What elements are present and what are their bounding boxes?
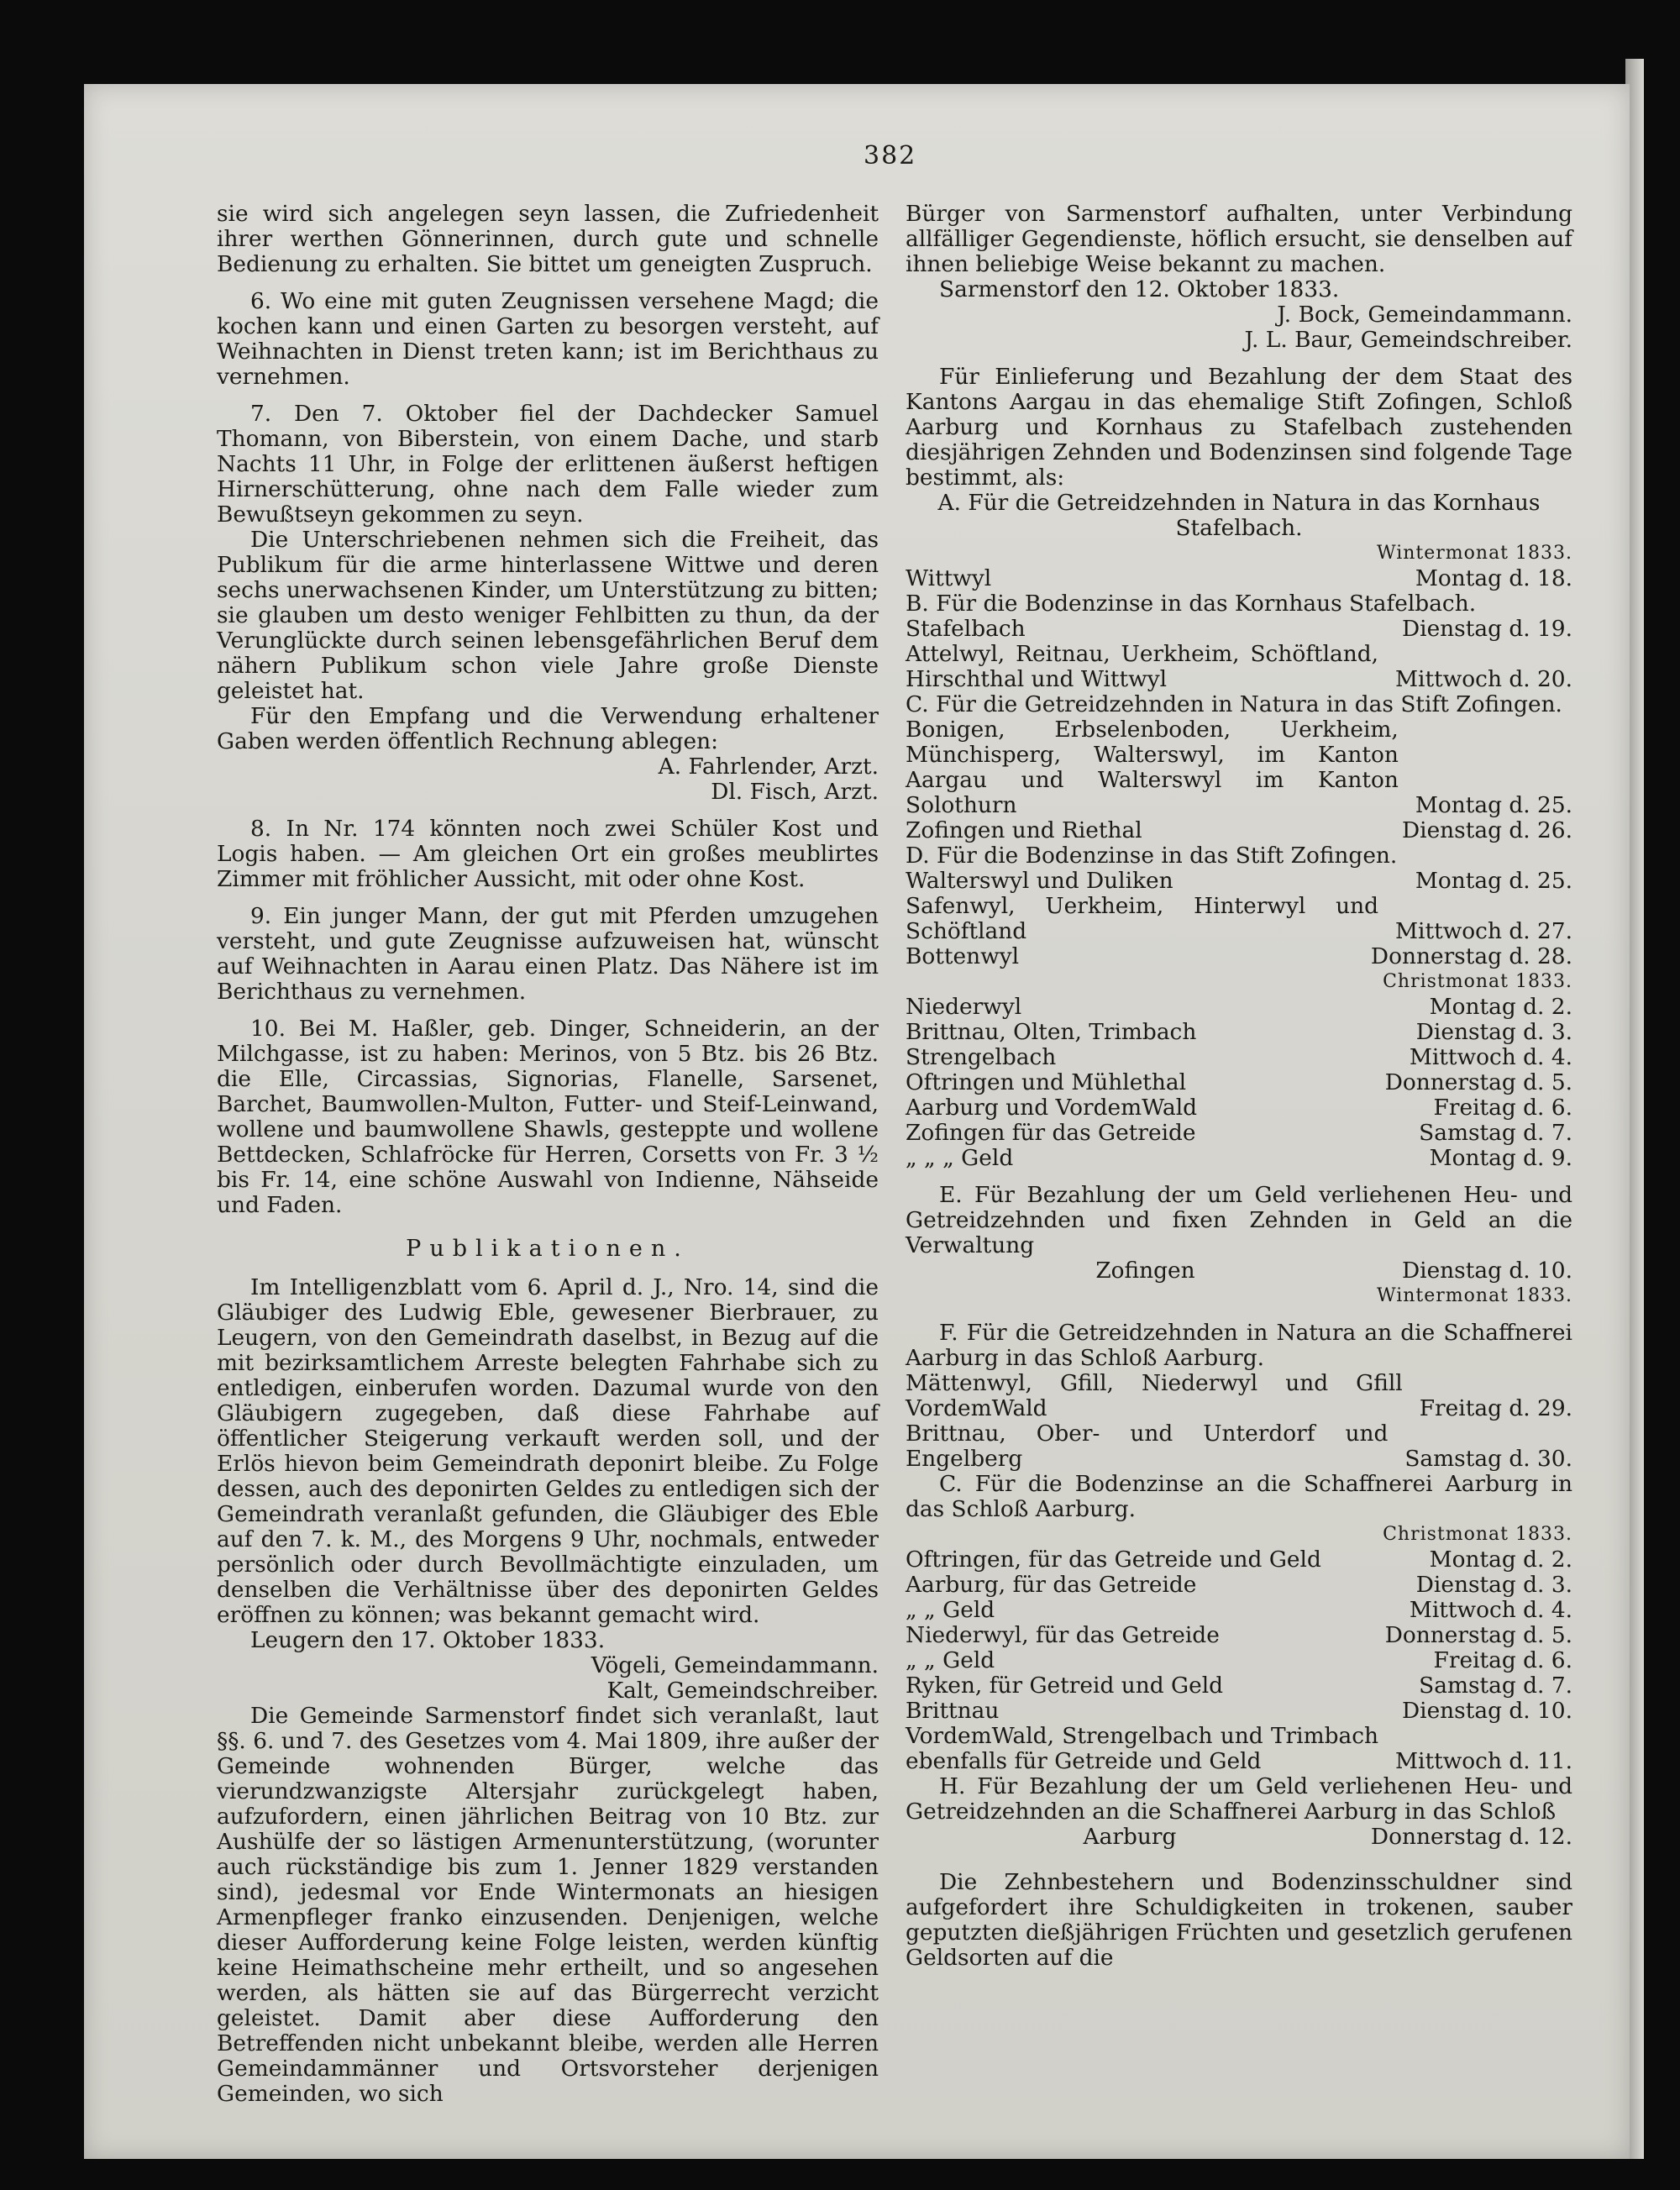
schedule-day: Dienstag d. 3. — [1415, 1019, 1572, 1045]
notice-10: 10. Bei M. Haßler, geb. Dinger, Schneiderin, an der Milchgasse, ist zu haben: Merinos, von 5 Btz. bis 26 Btz. die Elle, Circassias, Signorias, Flanelle, Sarsenet, Barchet, Baumwollen-Multon, Futter- und Steif-Leinwand, wollene und baumwollene Shawls, gesteppte und wollene Bettdecken, Schlafröcke für Herren, Corsetts von Fr. 3 ½ bis Fr. 14, eine schöne Auswahl von Indienne, Nähseide und Faden. — [217, 1016, 879, 1218]
schedule-place: „ „ Geld — [906, 1647, 995, 1673]
schedule-place: Strengelbach — [906, 1044, 1057, 1070]
schedule-row — [906, 566, 1572, 591]
schedule-place: Aarburg, für das Getreide — [906, 1572, 1197, 1598]
schedule-place: Stafelbach — [906, 616, 1026, 642]
schedule-row — [906, 1421, 1572, 1472]
publication-sarmenstorf-continued: Bürger von Sarmenstorf aufhalten, unter Verbindung allfälliger Gegendienste, höflich ersucht, sie denselben auf ihnen beliebige Weise bekannt zu machen. — [906, 201, 1572, 277]
schedule-place: Oftringen, für das Getreide und Geld — [906, 1547, 1321, 1573]
schedule-place: Aarburg und VordemWald — [906, 1095, 1198, 1121]
schedule-day: Mittwoch d. 27. — [1395, 918, 1572, 944]
schedule-place: Brittnau, Olten, Trimbach — [906, 1019, 1197, 1045]
schedule-day: Donnerstag d. 12. — [1370, 1824, 1572, 1850]
notice-7-accounting: Für den Empfang und die Verwendung erhaltener Gaben werden öffentlich Rechnung ablegen: — [217, 703, 879, 754]
schedule-row — [906, 1573, 1572, 1598]
schedule-day: Freitag d. 29. — [1419, 1395, 1572, 1421]
paragraph-continuation: sie wird sich angelegen seyn lassen, die Zufriedenheit ihrer werthen Gönnerinnen, durch gute und schnelle Bedienung zu erhalten. Sie bittet um geneigten Zuspruch. — [217, 201, 879, 277]
schedule-place: Ryken, für Getreid und Geld — [906, 1673, 1224, 1699]
schedule-day: Montag d. 25. — [1415, 868, 1572, 894]
schedule-place: „ „ „ Geld — [906, 1145, 1014, 1171]
signature-fisch: Dl. Fisch, Arzt. — [711, 779, 879, 805]
schedule-row — [906, 1371, 1572, 1421]
schedule-row — [906, 1121, 1572, 1146]
schedule-place: Zofingen für das Getreide — [906, 1120, 1196, 1146]
notice-9: 9. Ein junger Mann, der gut mit Pferden umzugehen versteht, und gute Zeugnisse aufzuweisen hat, wünscht auf Weihnachten in Aarau einen Platz. Das Nähere ist im Berichthaus zu vernehmen. — [217, 903, 879, 1005]
closing-paragraph: Die Zehnbestehern und Bodenzinsschuldner sind aufgefordert ihre Schuldigkeiten in trokenen, sauber geputzten dießjährigen Früchten und gesetzlich gerufenen Geldsorten auf die — [906, 1869, 1572, 1971]
schedule-day: Samstag d. 7. — [1419, 1673, 1572, 1699]
month-label: Wintermonat 1833. — [1376, 1285, 1572, 1306]
schedule-day: Montag d. 25. — [1415, 792, 1572, 818]
section-b-heading: B. Für die Bodenzinse in das Kornhaus Stafelbach. — [906, 591, 1477, 617]
schedule-row — [906, 869, 1572, 894]
schedule-row — [906, 995, 1572, 1020]
schedule-row — [906, 1598, 1572, 1623]
right-column — [906, 202, 1572, 1971]
schedule-place: Oftringen und Mühlethal — [906, 1069, 1187, 1095]
publication-eble: Im Intelligenzblatt vom 6. April d. J., Nro. 14, sind die Gläubiger des Ludwig Eble, gewesener Bierbrauer, zu Leugern, von den Gemeindrath daselbst, in Bezug auf die mit bezirksamtlichem Arreste belegten Fahrhabe sich zu entledigen, einberufen worden. Dazumal wurde von den Gläubigern zugegeben, daß diese Fahrhabe auf öffentlicher Steigerung verkauft werden soll, und der Erlös hievon beim Gemeindrath deponirt bleibe. Zu Folge dessen, auch des deponirten Geldes zu entledigen sich der Gemeindrath veranlaßt gefunden, die Gläubiger des Eble auf den 7. k. M., des Morgens 9 Uhr, nochmals, entweder persönlich oder durch Bevollmächtigte einzuladen, um denselben die Verhältnisse über des deponirten Geldes eröffnen zu können; was bekannt gemacht wird. — [217, 1274, 879, 1628]
schedule-day: Dienstag d. 10. — [1401, 1698, 1572, 1724]
schedule-place: Niederwyl, für das Getreide — [906, 1622, 1220, 1648]
notice-7: 7. Den 7. Oktober fiel der Dachdecker Samuel Thomann, von Biberstein, von einem Dache, und starb Nachts 11 Uhr, in Folge der erlittenen äußerst heftigen Hirnerschütterung, ohne nach dem Falle wieder zum Bewußtseyn gekommen zu seyn. — [217, 401, 879, 528]
sarmenstorf-date: Sarmenstorf den 12. Oktober 1833. — [939, 276, 1340, 302]
schedule-day: Montag d. 18. — [1415, 565, 1572, 591]
schedule-day: Montag d. 2. — [1429, 994, 1572, 1020]
schedule-day: Donnerstag d. 28. — [1370, 943, 1572, 969]
schedule-place: Attelwyl, Reitnau, Uerkheim, Schöftland, Hirschthal und Wittwyl — [906, 641, 1379, 692]
section-e-heading: E. Für Bezahlung der um Geld verliehenen Heu- und Getreidzehnden und fixen Zehnden in Geld an die Verwaltung — [906, 1182, 1572, 1258]
schedule-place: Bonigen, Erbselenboden, Uerkheim, Münchisperg, Walterswyl, im Kanton Aargau und Walterswyl im Kanton Solothurn — [906, 717, 1399, 818]
publication-eble-date: Leugern den 17. Oktober 1833. — [250, 1627, 606, 1653]
schedule-day: Freitag d. 6. — [1433, 1647, 1572, 1673]
schedule-row — [906, 944, 1572, 969]
month-label: Wintermonat 1833. — [1376, 543, 1572, 564]
left-column — [217, 202, 879, 2107]
schedule-place: Brittnau, Ober- und Unterdorf und Engelberg — [906, 1421, 1389, 1472]
schedule-place: Zofingen — [1095, 1258, 1195, 1284]
schedule-place: „ „ Geld — [906, 1597, 995, 1623]
schedule-row — [906, 1095, 1572, 1121]
section-d-heading: D. Für die Bodenzinse in das Stift Zofingen. — [906, 843, 1398, 869]
section-a-heading: A. Für die Getreidzehnden in Natura in das Kornhaus Stafelbach. — [937, 490, 1541, 541]
schedule-day: Donnerstag d. 5. — [1384, 1622, 1572, 1648]
schedule-day: Freitag d. 6. — [1433, 1095, 1572, 1121]
notice-8: 8. In Nr. 174 könnten noch zwei Schüler Kost und Logis haben. — Am gleichen Ort ein großes meublirtes Zimmer mit fröhlicher Aussicht, mit oder ohne Kost. — [217, 816, 879, 892]
schedule-row — [906, 1258, 1572, 1284]
schedule-place: Mättenwyl, Gfill, Niederwyl und Gfill VordemWald — [906, 1370, 1403, 1421]
schedule-row — [906, 818, 1572, 843]
schedule-row — [906, 1547, 1572, 1573]
section-f-heading: F. Für die Getreidzehnden in Natura an die Schaffnerei Aarburg in das Schloß Aarburg. — [906, 1320, 1572, 1371]
schedule-day: Mittwoch d. 20. — [1395, 666, 1572, 692]
schedule-row — [906, 1724, 1572, 1774]
schedule-day: Montag d. 2. — [1429, 1547, 1572, 1573]
schedule-place: Zofingen und Riethal — [906, 817, 1142, 843]
schedule-row — [906, 1020, 1572, 1045]
schedule-row — [906, 1045, 1572, 1070]
signature-voegeli: Vögeli, Gemeindammann. — [591, 1652, 879, 1678]
signature-kalt: Kalt, Gemeindschreiber. — [606, 1678, 879, 1704]
schedule-day: Samstag d. 30. — [1404, 1446, 1572, 1472]
signature-baur: J. L. Baur, Gemeindschreiber. — [1244, 327, 1572, 353]
notice-7-appeal: Die Unterschriebenen nehmen sich die Freiheit, das Publikum für die arme hinterlassene Wittwe und deren sechs unerwachsenen Kinder, um Unterstützung zu bitten; sie glauben um desto weniger Fehlbitten zu thun, da der Verunglückte durch seinen lebensgefährlichen Beruf dem nähern Publikum schon viele Jahre große Dienste geleistet hat. — [217, 527, 879, 704]
schedule-place: VordemWald, Strengelbach und Trimbach ebenfalls für Getreide und Geld — [906, 1723, 1379, 1774]
schedule-day: Mittwoch d. 11. — [1395, 1748, 1572, 1774]
schedule-row — [906, 894, 1572, 944]
section-c-heading: C. Für die Getreidzehnden in Natura in das Stift Zofingen. — [906, 691, 1562, 717]
signature-bock: J. Bock, Gemeindammann. — [1277, 302, 1572, 328]
schedule-place: Aarburg — [1083, 1824, 1177, 1850]
schedule-row — [906, 1648, 1572, 1673]
schedule-day: Mittwoch d. 4. — [1409, 1044, 1572, 1070]
schedule-day: Dienstag d. 3. — [1415, 1572, 1572, 1598]
page-number: 382 — [864, 141, 917, 171]
schedule-row — [906, 1673, 1572, 1699]
section-heading-publikationen: Publikationen. — [406, 1236, 690, 1262]
section-h-heading: H. Für Bezahlung der um Geld verliehenen Heu- und Getreidzehnden an die Schaffnerei Aarburg in das Schloß — [906, 1773, 1572, 1825]
schedule-place: Wittwyl — [906, 565, 992, 591]
tithe-intro: Für Einlieferung und Bezahlung der dem Staat des Kantons Aargau in das ehemalige Stift Zofingen, Schloß Aarburg und Kornhaus zu Stafelbach zustehenden diesjährigen Zehnden und Bodenzinsen sind folgende Tage bestimmt, als: — [906, 364, 1572, 491]
notice-6: 6. Wo eine mit guten Zeugnissen versehene Magd; die kochen kann und einen Garten zu besorgen versteht, auf Weihnachten in Dienst treten kann; ist im Berichthaus zu vernehmen. — [217, 288, 879, 390]
schedule-row — [906, 1146, 1572, 1171]
schedule-place: Bottenwyl — [906, 943, 1020, 969]
signature-fahrlender: A. Fahrlender, Arzt. — [658, 754, 879, 780]
month-label: Christmonat 1833. — [1383, 1524, 1572, 1545]
schedule-row — [906, 642, 1572, 692]
schedule-day: Dienstag d. 10. — [1401, 1258, 1572, 1284]
schedule-row — [906, 1699, 1572, 1724]
schedule-day: Donnerstag d. 5. — [1384, 1069, 1572, 1095]
schedule-row — [906, 717, 1572, 818]
schedule-place: Walterswyl und Duliken — [906, 868, 1173, 894]
schedule-place: Niederwyl — [906, 994, 1022, 1020]
schedule-row — [906, 617, 1572, 642]
schedule-day: Montag d. 9. — [1429, 1145, 1572, 1171]
section-g-heading: C. Für die Bodenzinse an die Schaffnerei Aarburg in das Schloß Aarburg. — [906, 1471, 1572, 1522]
schedule-row — [906, 1623, 1572, 1648]
schedule-day: Samstag d. 7. — [1419, 1120, 1572, 1146]
schedule-row — [906, 1825, 1572, 1850]
publication-sarmenstorf: Die Gemeinde Sarmenstorf findet sich veranlaßt, laut §§. 6. und 7. des Gesetzes vom 4. Mai 1809, ihre außer der Gemeinde wohnenden Bürger, welche das vierundzwanzigste Altersjahr zurückgelegt haben, aufzufordern, einen jährlichen Beitrag von 10 Btz. zur Aushülfe der so lästigen Armenunterstützung, (worunter auch rückständige bis zum 1. Jenner 1829 verstanden sind), jedesmal vor Ende Wintermonats an hiesigen Armenpfleger franko einzusenden. Denjenigen, welche dieser Aufforderung keine Folge leisten, werden künftig keine Heimathscheine mehr ertheilt, und so angesehen werden, als hätten sie auf das Bürgerrecht verzicht geleistet. Damit aber diese Aufforderung den Betreffenden nicht unbekannt bleibe, werden alle Herren Gemeindammänner und Ortsvorsteher derjenigen Gemeinden, wo sich — [217, 1703, 879, 2107]
schedule-place: Safenwyl, Uerkheim, Hinterwyl und Schöftland — [906, 893, 1379, 944]
schedule-day: Dienstag d. 26. — [1401, 817, 1572, 843]
schedule-day: Mittwoch d. 4. — [1409, 1597, 1572, 1623]
month-label: Christmonat 1833. — [1383, 971, 1572, 992]
schedule-place: Brittnau — [906, 1698, 1000, 1724]
schedule-day: Dienstag d. 19. — [1401, 616, 1572, 642]
schedule-row — [906, 1070, 1572, 1095]
